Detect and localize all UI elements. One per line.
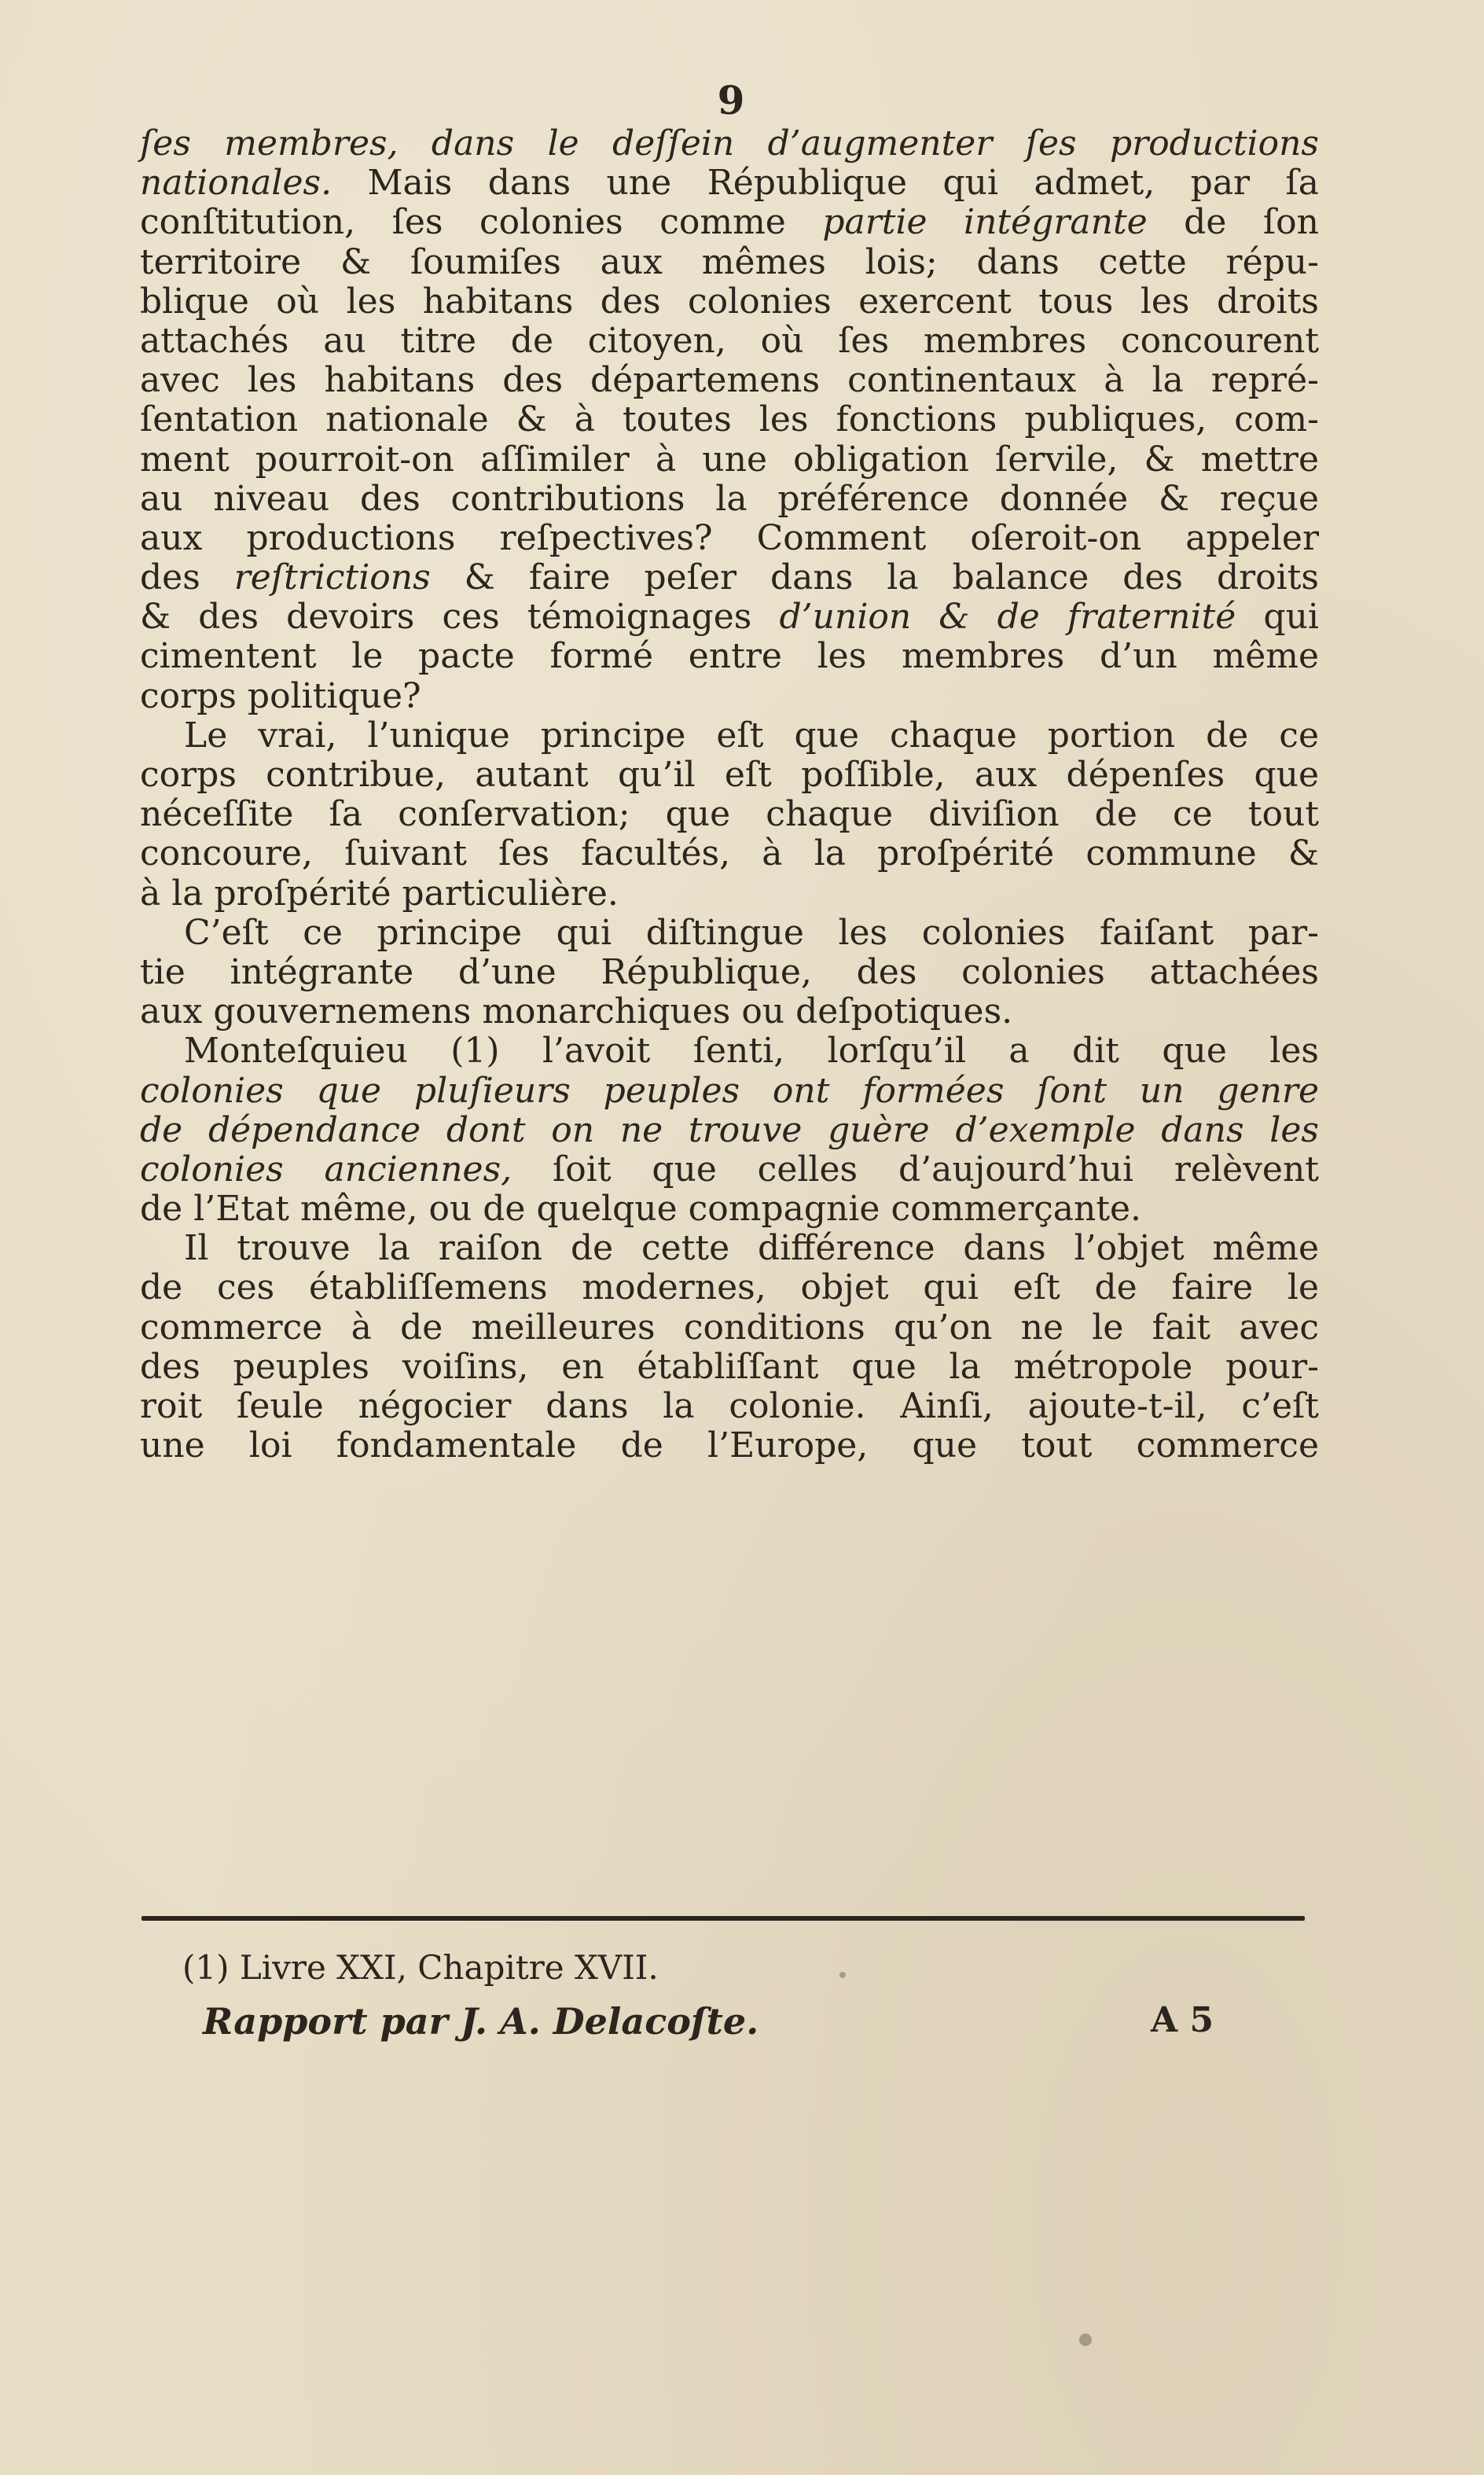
text-line <box>140 677 1319 716</box>
text-segment: ſoit que celles d’aujourd’hui relèvent <box>512 1149 1319 1190</box>
text-line <box>140 440 1319 480</box>
text-segment: des <box>140 557 234 598</box>
text-segment: blique où les habitans des colonies exercent tous les droits <box>140 281 1319 322</box>
body-text <box>140 124 1319 1466</box>
text-line <box>140 1268 1319 1307</box>
footnote: (1) Livre XXI, Chapitre XVII. <box>182 1948 659 1987</box>
text-segment: commerce à de meilleures conditions qu’on ne le fait avec <box>140 1307 1319 1348</box>
text-segment: roit ſeule négocier dans la colonie. Ainſi, ajoute-t-il, c’eſt <box>140 1386 1319 1426</box>
text-segment: qui <box>1236 597 1320 638</box>
text-segment: corps contribue, autant qu’il eſt poſſible, aux dépenſes que <box>140 755 1319 795</box>
text-segment: avec les habitans des départemens continentaux à la repré- <box>140 360 1319 401</box>
text-line <box>140 914 1319 953</box>
text-line <box>140 1150 1319 1190</box>
text-line <box>140 124 1319 164</box>
text-segment: nationales. <box>140 163 332 204</box>
text-segment: tie intégrante d’une République, des colonies attachées <box>140 951 1319 992</box>
text-line <box>140 1387 1319 1426</box>
text-segment: corps politique? <box>140 675 421 716</box>
text-segment: Monteſquieu (1) l’avoit ſenti, lorſqu’il a dit que les <box>184 1031 1319 1072</box>
text-line <box>140 519 1319 558</box>
text-segment: d’union & de fraternité <box>779 597 1236 638</box>
text-segment: néceſſite ſa conſervation; que chaque diviſion de ce tout <box>140 794 1319 835</box>
text-segment: concoure, ſuivant ſes facultés, à la proſpérité commune & <box>140 833 1319 874</box>
text-segment: de ſon <box>1147 202 1319 243</box>
text-line <box>140 164 1319 203</box>
text-line <box>140 834 1319 873</box>
text-segment: des peuples voiſins, en établiſſant que la métropole pour- <box>140 1346 1319 1387</box>
text-line <box>140 203 1319 242</box>
text-line <box>140 953 1319 992</box>
text-line <box>140 243 1319 282</box>
text-line <box>140 480 1319 519</box>
text-line <box>140 322 1319 361</box>
ink-speck <box>1079 2333 1092 2346</box>
text-segment: partie intégrante <box>822 202 1148 243</box>
text-segment: ment pourroit-on aſſimiler à une obligation ſervile, & mettre <box>140 439 1319 480</box>
text-line <box>140 716 1319 756</box>
text-segment: ſentation nationale & à toutes les fonctions publiques, com- <box>140 399 1319 440</box>
text-segment: reſtrictions <box>233 557 431 598</box>
text-segment: colonies que pluſieurs peuples ont formées ſont un genre <box>140 1070 1319 1111</box>
text-line <box>140 795 1319 834</box>
text-segment: & des devoirs ces témoignages <box>140 597 780 638</box>
text-line <box>140 1032 1319 1071</box>
text-segment: une loi fondamentale de l’Europe, que tout commerce <box>140 1425 1319 1466</box>
text-line <box>140 558 1319 598</box>
text-segment: ſes membres, dans le deſſein d’augmenter ſes productions <box>140 123 1319 164</box>
ink-speck <box>839 1972 846 1978</box>
text-segment: de dépendance dont on ne trouve guère d’exemple dans les <box>140 1109 1319 1150</box>
text-segment: au niveau des contributions la préférence donnée & reçue <box>140 478 1319 519</box>
text-line <box>140 1308 1319 1348</box>
text-line <box>140 992 1319 1032</box>
text-segment: attachés au titre de citoyen, où ſes membres concourent <box>140 320 1319 361</box>
text-segment: cimentent le pacte formé entre les membres d’un même <box>140 636 1319 677</box>
text-line <box>140 756 1319 795</box>
text-line <box>140 361 1319 400</box>
text-line <box>140 874 1319 914</box>
text-segment: Il trouve la raiſon de cette différence dans l’objet même <box>184 1228 1319 1269</box>
text-segment: & faire peſer dans la balance des droits <box>430 557 1319 598</box>
text-line <box>140 1111 1319 1150</box>
text-segment: Mais dans une République qui admet, par ſa <box>332 163 1319 204</box>
text-segment: aux gouvernemens monarchiques ou deſpotiques. <box>140 991 1013 1032</box>
text-segment: de ces établiſſemens modernes, objet qui eſt de faire le <box>140 1267 1319 1308</box>
text-line <box>140 1190 1319 1229</box>
footer-credit: Rapport par J. A. Delacoſte. <box>203 2000 759 2043</box>
text-line <box>140 1072 1319 1111</box>
text-line <box>140 637 1319 676</box>
text-segment: aux productions reſpectives? Comment oſeroit-on appeler <box>140 517 1319 558</box>
text-line <box>140 400 1319 439</box>
text-line <box>140 282 1319 322</box>
text-line <box>140 1426 1319 1466</box>
text-segment: de l’Etat même, ou de quelque compagnie commerçante. <box>140 1189 1142 1230</box>
text-segment: C’eſt ce principe qui diſtingue les colonies faiſant par- <box>184 912 1319 953</box>
text-segment: conſtitution, ſes colonies comme <box>140 202 823 243</box>
text-segment: Le vrai, l’unique principe eſt que chaque portion de ce <box>184 715 1319 756</box>
text-segment: territoire & ſoumiſes aux mêmes lois; dans cette répu- <box>140 241 1319 282</box>
signature-mark: A 5 <box>1151 2000 1214 2040</box>
text-line <box>140 1229 1319 1268</box>
text-line <box>140 598 1319 637</box>
text-segment: colonies anciennes, <box>140 1149 512 1190</box>
text-line <box>140 1348 1319 1387</box>
page-number: 9 <box>717 77 745 123</box>
footnote-rule <box>141 1916 1305 1921</box>
text-segment: à la proſpérité particulière. <box>140 873 619 914</box>
